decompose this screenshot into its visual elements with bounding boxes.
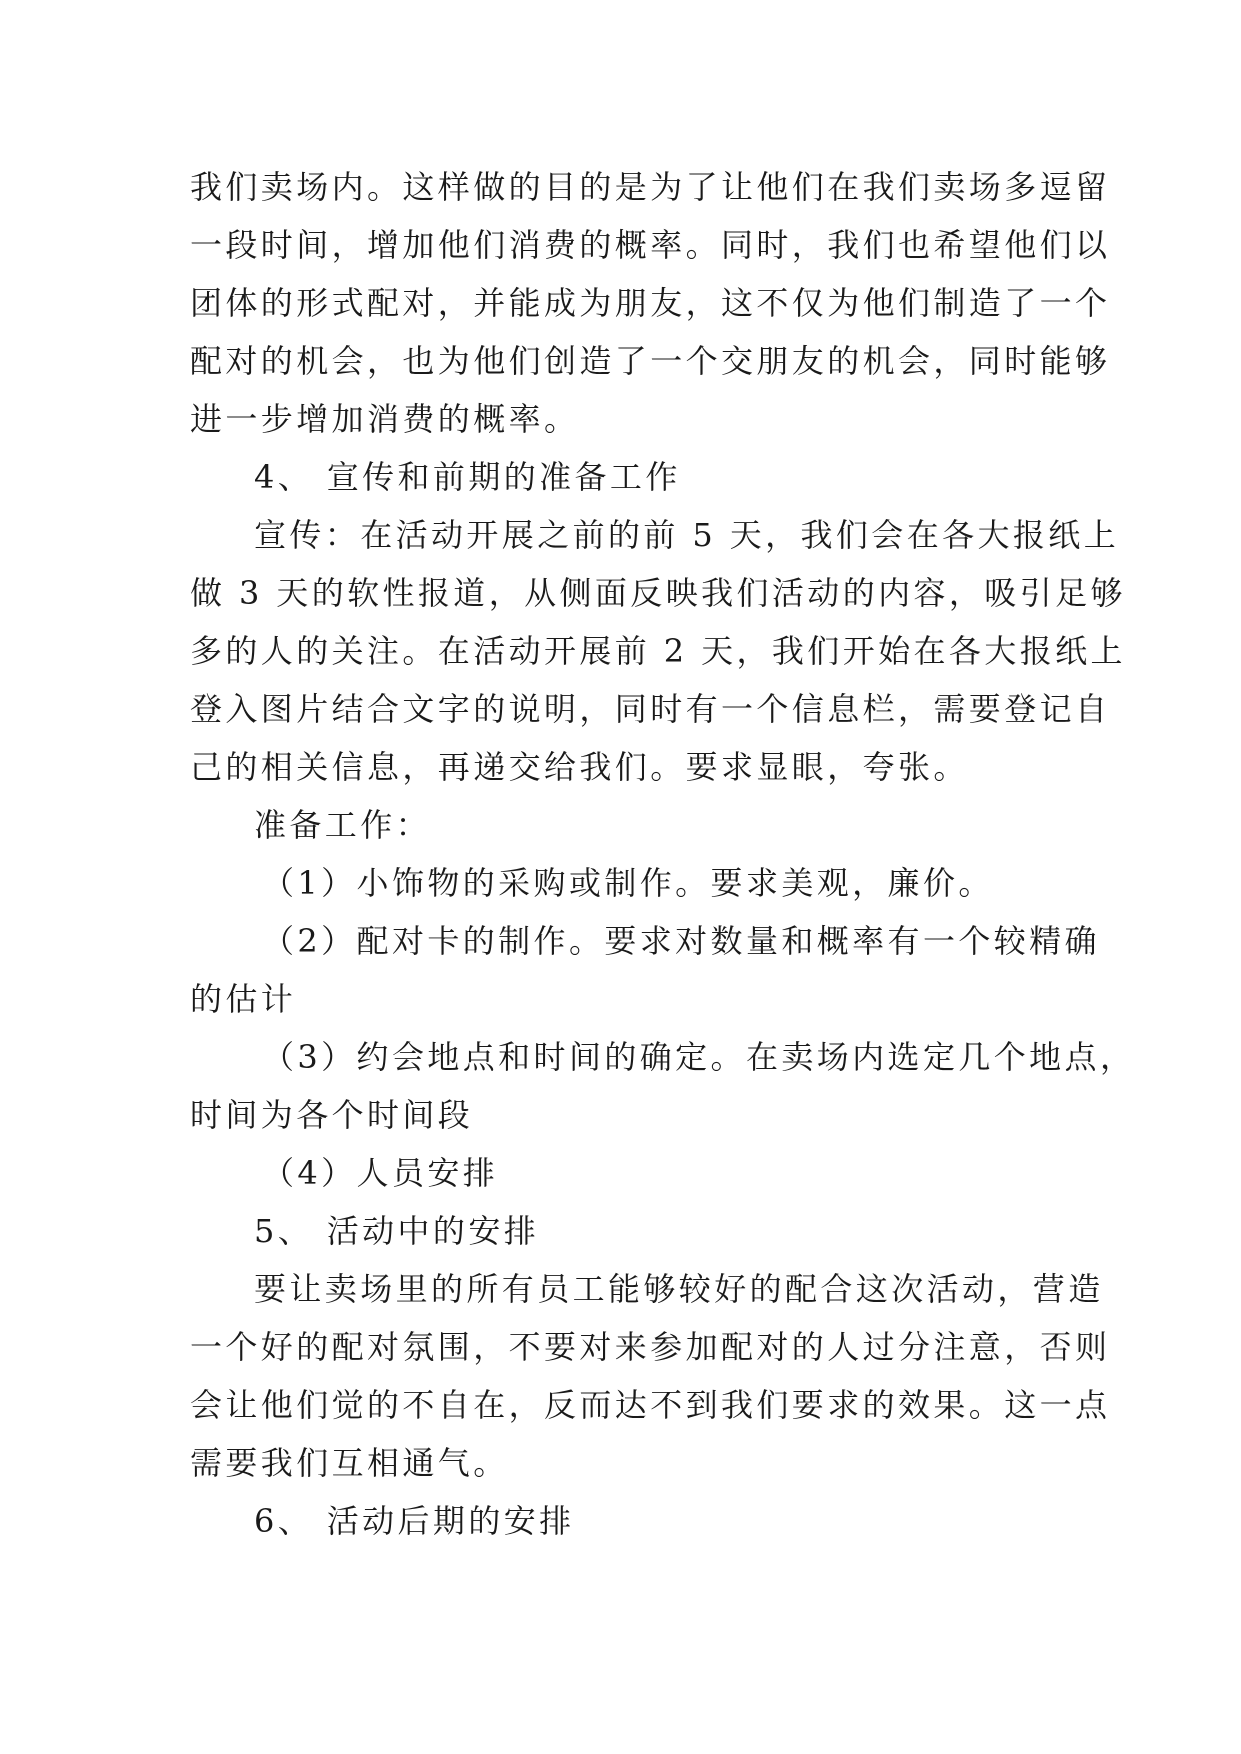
text-line: 登入图片结合文字的说明，同时有一个信息栏，需要登记自: [190, 690, 1111, 728]
text-line: 的估计: [190, 980, 297, 1018]
text-line: 需要我们互相通气。: [190, 1444, 509, 1482]
text-line: 要让卖场里的所有员工能够较好的配合这次活动，营造: [254, 1270, 1104, 1308]
text-line: 多的人的关注。在活动开展前 2 天，我们开始在各大报纸上: [190, 632, 1126, 670]
text-line: 配对的机会，也为他们创造了一个交朋友的机会，同时能够: [190, 342, 1111, 380]
text-line: 宣传：在活动开展之前的前 5 天，我们会在各大报纸上: [254, 516, 1120, 554]
text-line: 己的相关信息，再递交给我们。要求显眼，夸张。: [190, 748, 969, 786]
text-line: 做 3 天的软性报道，从侧面反映我们活动的内容，吸引足够: [190, 574, 1126, 612]
text-line: 团体的形式配对，并能成为朋友，这不仅为他们制造了一个: [190, 284, 1111, 322]
list-item-1: （1）小饰物的采购或制作。要求美观，廉价。: [262, 864, 994, 902]
list-item-2: （2）配对卡的制作。要求对数量和概率有一个较精确: [262, 922, 1100, 960]
text-line: 一个好的配对氛围，不要对来参加配对的人过分注意，否则: [190, 1328, 1111, 1366]
text-line: 时间为各个时间段: [190, 1096, 474, 1134]
list-item-4: （4）人员安排: [262, 1154, 499, 1192]
text-line: 一段时间，增加他们消费的概率。同时，我们也希望他们以: [190, 226, 1111, 264]
subheading-prep-work: 准备工作：: [254, 806, 432, 844]
text-line: 进一步增加消费的概率。: [190, 400, 580, 438]
text-line: 会让他们觉的不自在，反而达不到我们要求的效果。这一点: [190, 1386, 1111, 1424]
section-heading-6: 6、 活动后期的安排: [254, 1502, 575, 1540]
list-item-3: （3）约会地点和时间的确定。在卖场内选定几个地点，: [262, 1038, 1136, 1076]
section-heading-4: 4、 宣传和前期的准备工作: [254, 458, 681, 496]
section-heading-5: 5、 活动中的安排: [254, 1212, 540, 1250]
body-text: [190, 158, 1136, 1550]
text-line: 我们卖场内。这样做的目的是为了让他们在我们卖场多逗留: [190, 168, 1111, 206]
